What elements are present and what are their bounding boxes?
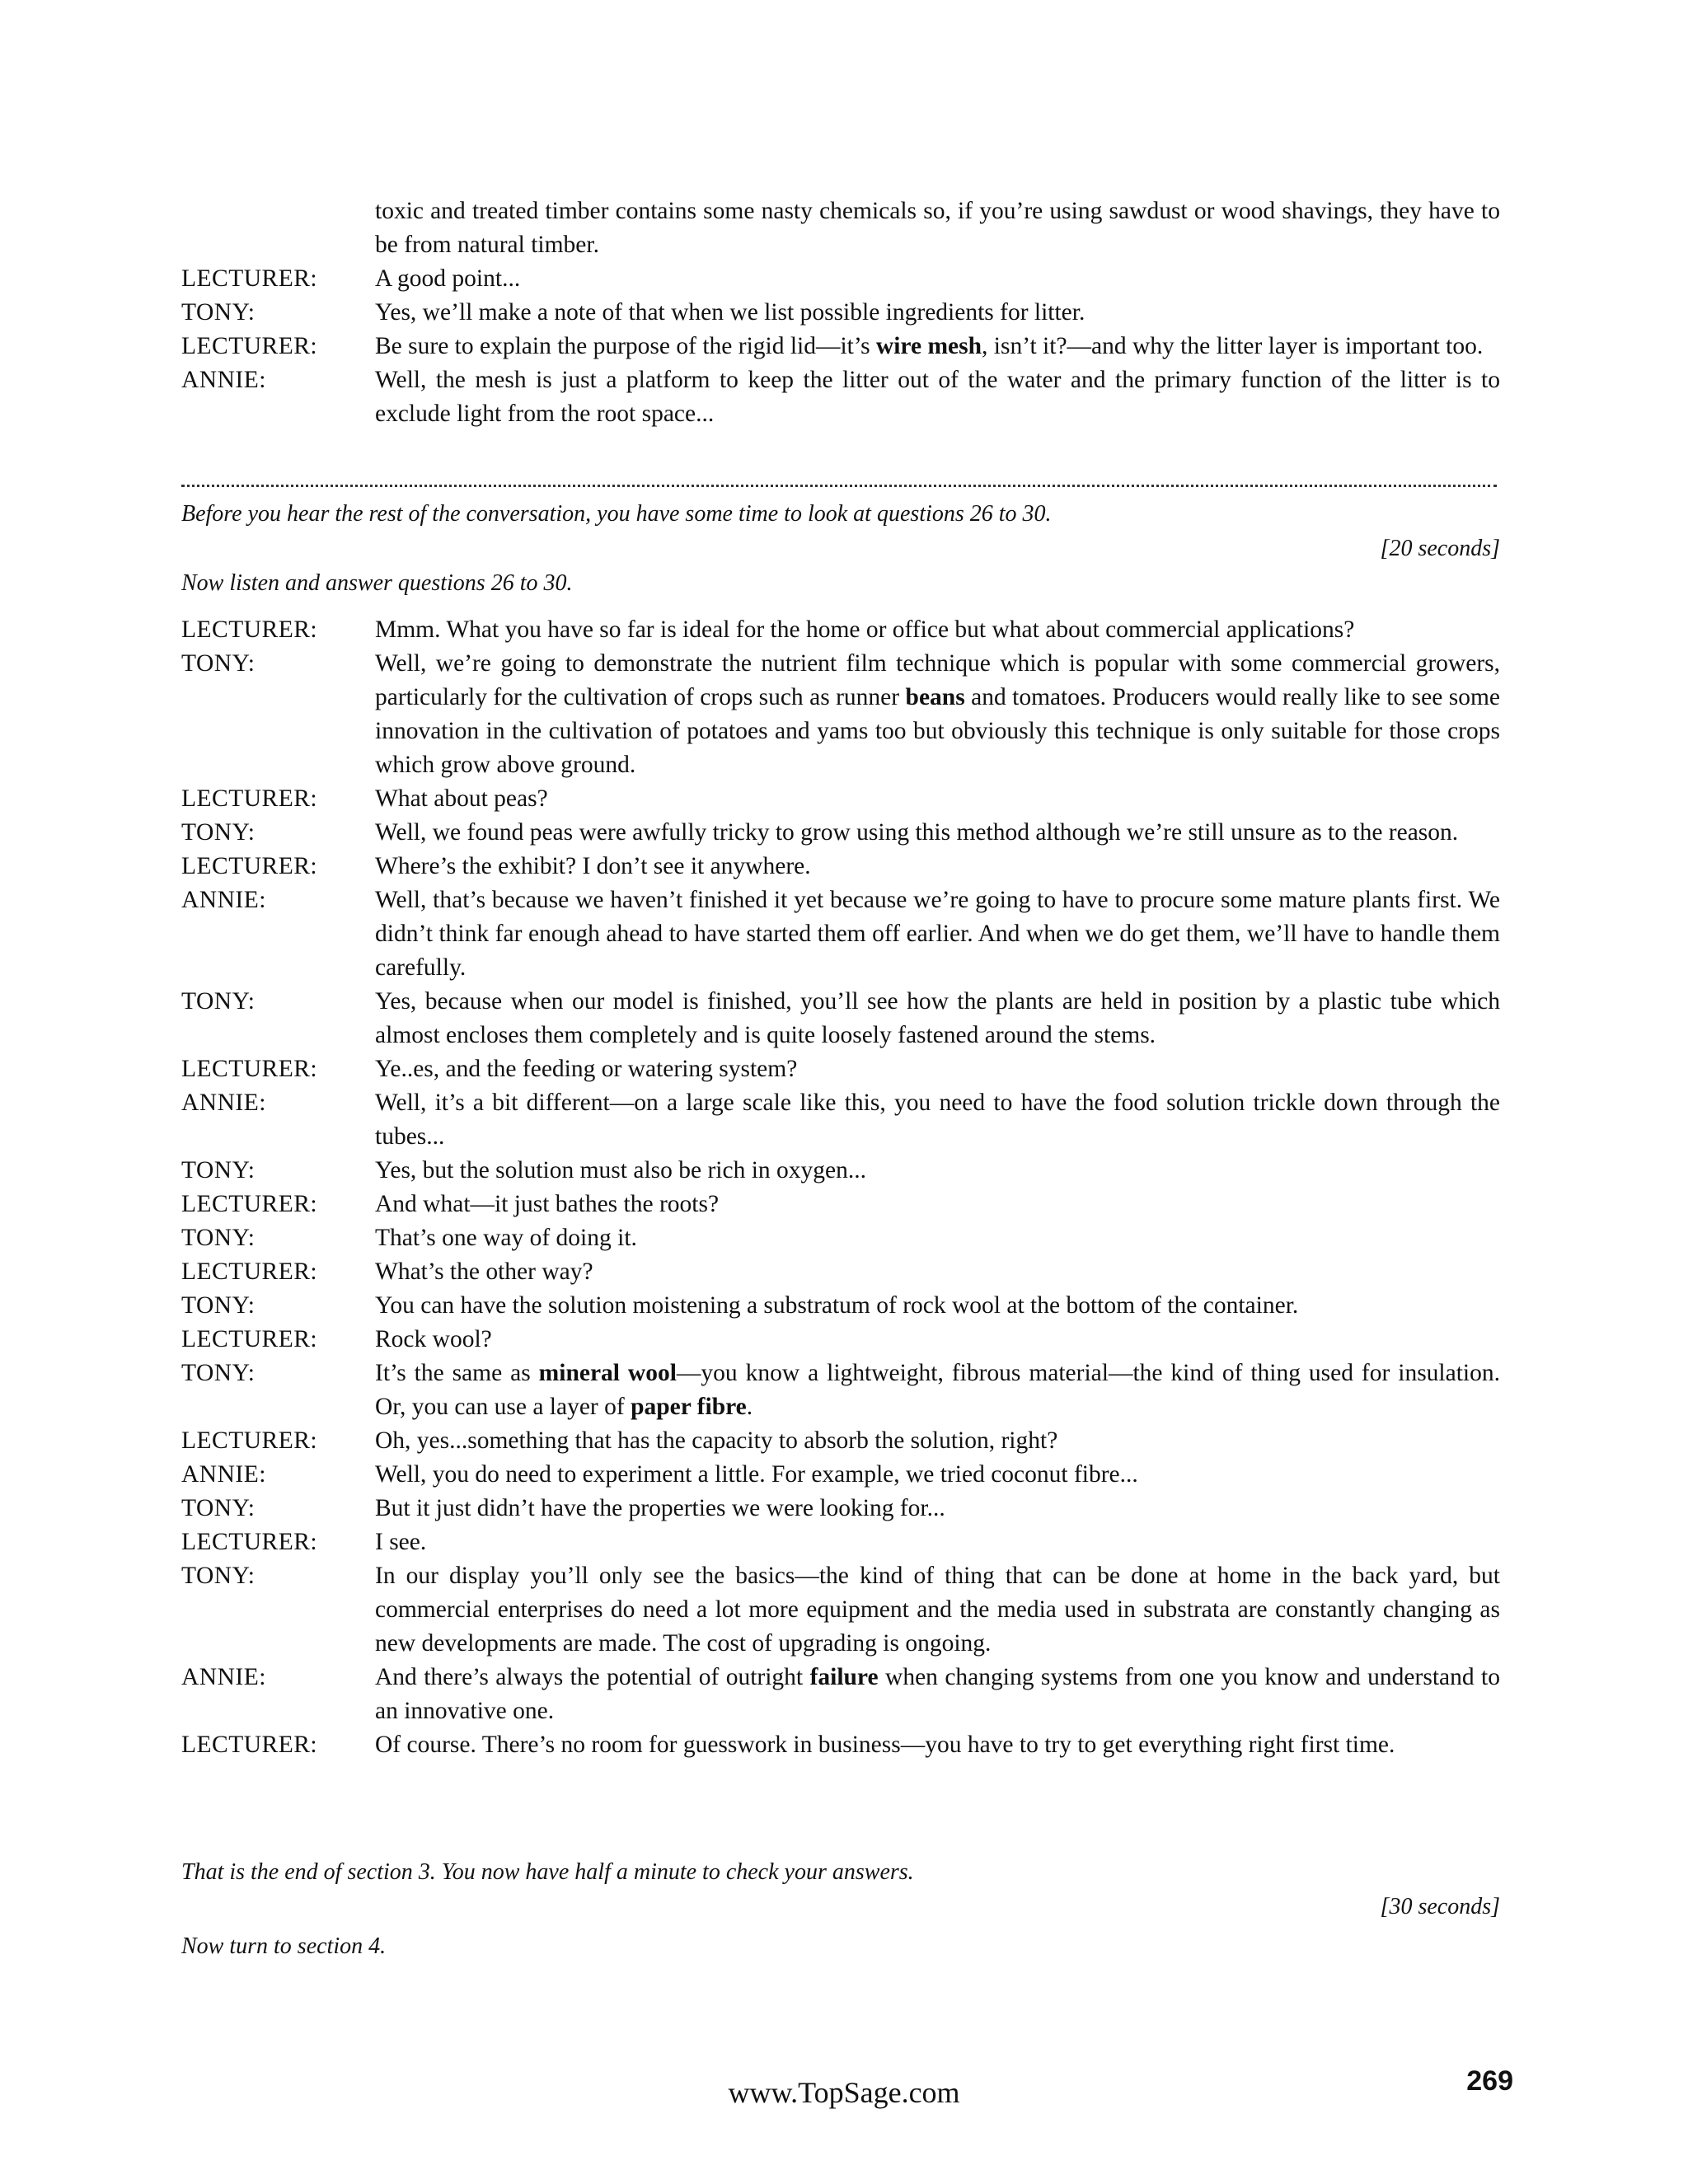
- instruction-end: That is the end of section 3. You now have half a minute to check your answers.: [181, 1859, 914, 1885]
- speaker-label: TONY:: [181, 1225, 256, 1251]
- speaker-label: ANNIE:: [181, 367, 266, 393]
- speaker-label: TONY:: [181, 650, 256, 677]
- speech-text: In our display you’ll only see the basics—the kind of thing that can be done at home in the back yard, but commercial enterprises do need a lot more equipment and the media used in substrata are constantly changing as new developments are made. The cost of upgrading is ongoing.: [375, 1563, 1500, 1657]
- dialogue-turn: [181, 262, 1500, 296]
- dialogue-turn: [181, 647, 1500, 782]
- dotted-separator: [181, 485, 1497, 487]
- speech-text: Well, that’s because we haven’t finished it yet because we’re going to have to procure some mature plants first. We didn’t think far enough ahead to have started them off earlier. And when we do get them, we’ll have to handle them carefully.: [375, 887, 1500, 981]
- speech-text: Well, you do need to experiment a little. For example, we tried coconut fibre...: [375, 1461, 1138, 1488]
- speaker-label: LECTURER:: [181, 853, 318, 879]
- dialogue-turn: [181, 330, 1500, 363]
- speaker-label: LECTURER:: [181, 1191, 318, 1217]
- speaker-label: TONY:: [181, 819, 256, 846]
- footer-website: www.TopSage.com: [728, 2076, 960, 2109]
- dialogue-turn: [181, 1154, 1500, 1188]
- dialogue-turn: [181, 194, 1500, 262]
- timing-20-seconds: [20 seconds]: [1380, 536, 1500, 561]
- transcript-main: [181, 613, 1500, 1762]
- speech-text: What about peas?: [375, 785, 548, 812]
- dialogue-turn: [181, 1661, 1500, 1728]
- dialogue-turn: [181, 1424, 1500, 1458]
- speech-text: Mmm. What you have so far is ideal for the home or office but what about commercial applications?: [375, 616, 1355, 643]
- speaker-label: LECTURER:: [181, 1427, 318, 1454]
- speech-text: I see.: [375, 1529, 427, 1555]
- speech-text: Well, we found peas were awfully tricky to grow using this method although we’re still unsure as to the reason.: [375, 819, 1459, 846]
- dialogue-turn: [181, 1052, 1500, 1086]
- speech-text: Rock wool?: [375, 1326, 492, 1352]
- speaker-label: LECTURER:: [181, 1258, 318, 1285]
- dialogue-turn: [181, 1526, 1500, 1559]
- speech-text: But it just didn’t have the properties we were looking for...: [375, 1495, 945, 1521]
- speaker-label: TONY:: [181, 299, 256, 326]
- dialogue-turn: [181, 850, 1500, 883]
- speech-text: Of course. There’s no room for guesswork in business—you have to try to get everything right first time.: [375, 1732, 1395, 1758]
- speech-text: And what—it just bathes the roots?: [375, 1191, 720, 1217]
- dialogue-turn: [181, 363, 1500, 431]
- speaker-label: LECTURER:: [181, 1326, 318, 1352]
- speaker-label: [181, 194, 375, 262]
- instruction-before: Before you hear the rest of the conversation, you have some time to look at questions 26 to 30.: [181, 501, 1052, 527]
- speaker-label: LECTURER:: [181, 1529, 318, 1555]
- speech-text: Oh, yes...something that has the capacity to absorb the solution, right?: [375, 1427, 1058, 1454]
- speech-text: A good point...: [375, 265, 521, 292]
- speech-text: What’s the other way?: [375, 1258, 593, 1285]
- dialogue-turn: [181, 1559, 1500, 1661]
- speaker-label: TONY:: [181, 988, 256, 1015]
- speech-text: Well, the mesh is just a platform to keep the litter out of the water and the primary function of the litter is to exclude light from the root space...: [375, 367, 1500, 427]
- speech-text: Ye..es, and the feeding or watering system?: [375, 1056, 798, 1082]
- speech-text: Yes, because when our model is finished, you’ll see how the plants are held in position by a plastic tube which almost encloses them completely and is quite loosely fastened around the stems.: [375, 988, 1500, 1048]
- dialogue-turn: [181, 1221, 1500, 1255]
- dialogue-turn: [181, 296, 1500, 330]
- speech-text: That’s one way of doing it.: [375, 1225, 637, 1251]
- dialogue-turn: [181, 1458, 1500, 1492]
- speaker-label: ANNIE:: [181, 1664, 266, 1690]
- dialogue-turn: [181, 1255, 1500, 1289]
- speaker-label: TONY:: [181, 1495, 256, 1521]
- dialogue-turn: [181, 782, 1500, 816]
- speech-text: Where’s the exhibit? I don’t see it anywhere.: [375, 853, 811, 879]
- speaker-label: LECTURER:: [181, 1056, 318, 1082]
- speech-text: Well, it’s a bit different—on a large scale like this, you need to have the food solution trickle down through the tubes...: [375, 1090, 1500, 1150]
- dialogue-turn: [181, 883, 1500, 985]
- speech-text: Well, we’re going to demonstrate the nutrient film technique which is popular with some commercial growers, particularly for the cultivation of crops such as runner beans and tomatoes. Producers would really like to see some innovation in the cultivation of potatoes and yams too but obviously this technique is only suitable for those crops which grow above ground.: [375, 650, 1500, 778]
- dialogue-turn: [181, 613, 1500, 647]
- speech-text: toxic and treated timber contains some nasty chemicals so, if you’re using sawdust or wood shavings, they have to be from natural timber.: [375, 198, 1500, 258]
- transcript-top: [181, 194, 1500, 431]
- speaker-label: LECTURER:: [181, 785, 318, 812]
- speech-text: Yes, but the solution must also be rich in oxygen...: [375, 1157, 866, 1183]
- dialogue-turn: [181, 1188, 1500, 1221]
- dialogue-turn: [181, 985, 1500, 1052]
- speech-text: Be sure to explain the purpose of the rigid lid—it’s wire mesh, isn’t it?—and why the litter layer is important too.: [375, 333, 1484, 359]
- dialogue-turn: [181, 816, 1500, 850]
- dialogue-turn: [181, 1728, 1500, 1762]
- speaker-label: ANNIE:: [181, 1461, 266, 1488]
- speaker-label: TONY:: [181, 1563, 256, 1589]
- speech-text: You can have the solution moistening a substratum of rock wool at the bottom of the container.: [375, 1292, 1299, 1319]
- dialogue-turn: [181, 1323, 1500, 1357]
- dialogue-turn: [181, 1492, 1500, 1526]
- dialogue-turn: [181, 1289, 1500, 1323]
- speech-text: Yes, we’ll make a note of that when we list possible ingredients for litter.: [375, 299, 1085, 326]
- instruction-now: Now listen and answer questions 26 to 30.: [181, 570, 573, 596]
- page-number: 269: [1466, 2065, 1513, 2097]
- speaker-label: ANNIE:: [181, 887, 266, 913]
- speech-text: It’s the same as mineral wool—you know a lightweight, fibrous material—the kind of thing used for insulation. Or, you can use a layer of paper fibre.: [375, 1360, 1500, 1420]
- speaker-label: TONY:: [181, 1360, 256, 1386]
- instruction-turn: Now turn to section 4.: [181, 1933, 387, 1959]
- speaker-label: LECTURER:: [181, 333, 318, 359]
- speaker-label: LECTURER:: [181, 1732, 318, 1758]
- speech-text: And there’s always the potential of outright failure when changing systems from one you know and understand to an innovative one.: [375, 1664, 1500, 1724]
- speaker-label: TONY:: [181, 1157, 256, 1183]
- dialogue-turn: [181, 1357, 1500, 1424]
- timing-30-seconds: [30 seconds]: [1380, 1894, 1500, 1919]
- speaker-label: LECTURER:: [181, 265, 318, 292]
- speaker-label: LECTURER:: [181, 616, 318, 643]
- speaker-label: TONY:: [181, 1292, 256, 1319]
- speaker-label: ANNIE:: [181, 1090, 266, 1116]
- dialogue-turn: [181, 1086, 1500, 1154]
